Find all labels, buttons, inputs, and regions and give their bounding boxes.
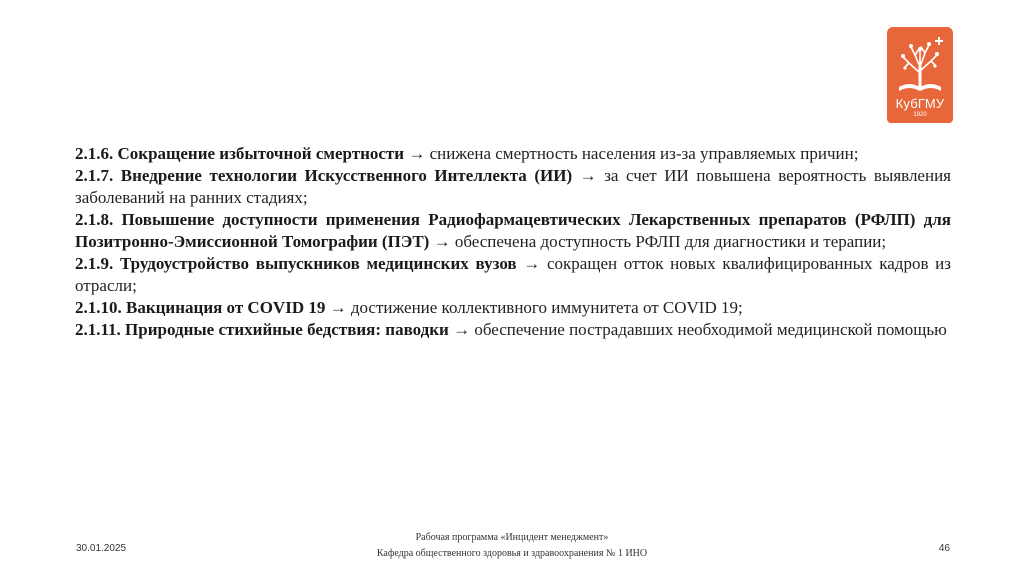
item-heading: 2.1.10. Вакцинация от COVID 19: [75, 298, 326, 317]
arrow: →: [325, 298, 351, 317]
arrow: →: [448, 320, 475, 339]
footer-department: Кафедра общественного здоровья и здравоохранения № 1 ИНО: [376, 548, 648, 559]
list-item: [75, 297, 951, 319]
list-item: [75, 253, 951, 297]
page-number: 46: [938, 543, 950, 554]
list-item: [75, 143, 951, 165]
arrow: →: [404, 144, 430, 163]
logo-year: 1920: [913, 112, 927, 118]
list-item: [75, 319, 951, 341]
item-text: снижена смертность населения из-за управляемых причин;: [429, 144, 859, 163]
item-text: обеспечена доступность РФЛП для диагностики и терапии;: [454, 232, 887, 251]
arrow: →: [429, 232, 455, 251]
footer-caption: [300, 530, 724, 562]
item-heading: 2.1.6. Сокращение избыточной смертности: [75, 144, 405, 163]
logo-name: КубГМУ: [895, 96, 945, 111]
footer-date: 30.01.2025: [76, 543, 127, 554]
arrow: →: [572, 166, 605, 185]
slide-body: [75, 143, 951, 341]
item-text: сокращен отток новых квалифицированных кадров из отрасли;: [75, 254, 951, 295]
arrow: →: [516, 254, 547, 273]
list-item: [75, 165, 951, 209]
item-heading: 2.1.9. Трудоустройство выпускников медицинских вузов: [75, 254, 517, 273]
footer-program-title: Рабочая программа «Инцидент менеджмент»: [415, 532, 609, 543]
university-logo: [887, 27, 953, 123]
item-heading: 2.1.7. Внедрение технологии Искусственного Интеллекта (ИИ): [75, 166, 573, 185]
item-heading: 2.1.11. Природные стихийные бедствия: паводки: [75, 320, 449, 339]
item-text: за счет ИИ повышена вероятность выявления заболеваний на ранних стадиях;: [75, 166, 951, 207]
item-text: достижение коллективного иммунитета от COVID 19;: [350, 298, 743, 317]
list-item: [75, 209, 951, 253]
item-text: обеспечение пострадавших необходимой медицинской помощью: [474, 320, 947, 339]
tree-book-icon: [893, 35, 947, 95]
item-heading: 2.1.8. Повышение доступности применения Радиофармацевтических Лекарственных препаратов (РФЛП) для Позитронно-Эмиссионной Томографии (ПЭТ): [75, 210, 951, 251]
